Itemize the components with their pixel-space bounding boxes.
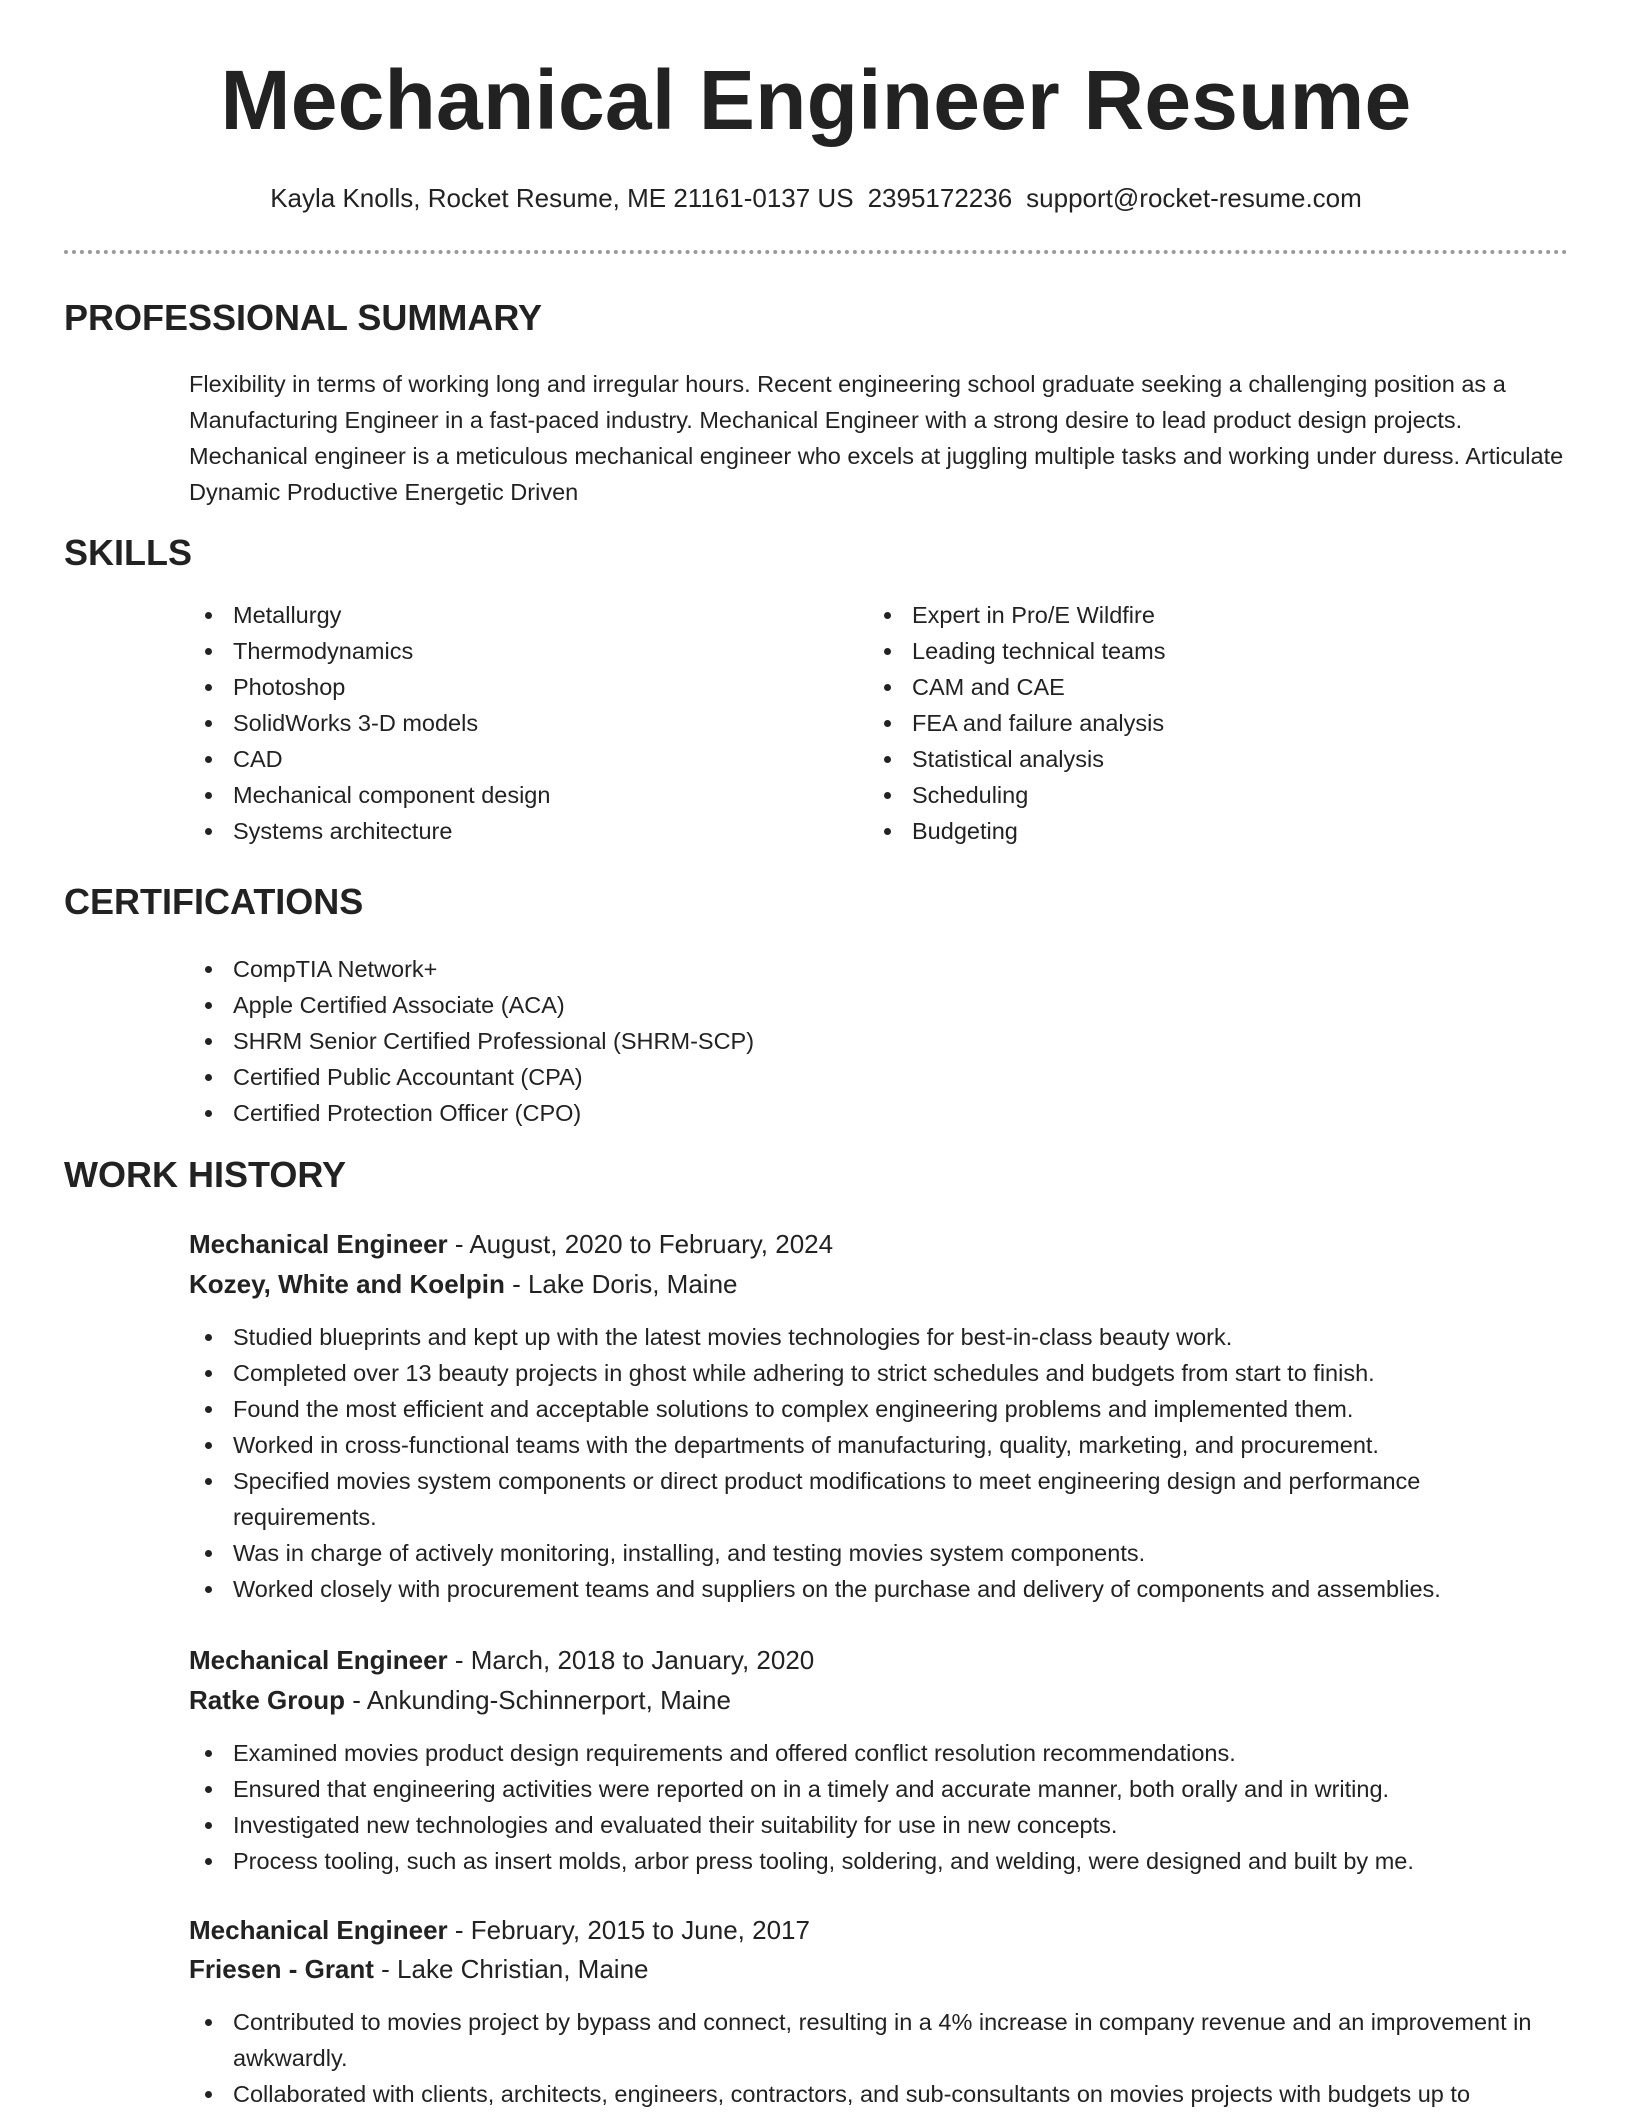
contact-email: support@rocket-resume.com <box>1026 183 1362 213</box>
job-dates: - August, 2020 to February, 2024 <box>447 1229 834 1259</box>
certification-item: Certified Public Accountant (CPA) <box>189 1059 1569 1095</box>
job-company-line <box>189 1950 649 1988</box>
job-bullet: Worked closely with procurement teams and suppliers on the purchase and delivery of components and assemblies. <box>189 1571 1569 1607</box>
job-dates: - March, 2018 to January, 2020 <box>447 1645 815 1675</box>
job-location: - Ankunding-Schinnerport, Maine <box>345 1685 731 1715</box>
job-bullet: Process tooling, such as insert molds, arbor press tooling, soldering, and welding, were designed and built by me. <box>189 1843 1569 1879</box>
skill-item: CAM and CAE <box>868 669 1508 705</box>
job-bullet: Ensured that engineering activities were reported on in a timely and accurate manner, both orally and in writing. <box>189 1771 1569 1807</box>
skill-item: Photoshop <box>189 669 829 705</box>
skill-item: SolidWorks 3-D models <box>189 705 829 741</box>
job-bullet: Found the most efficient and acceptable solutions to complex engineering problems and implemented them. <box>189 1391 1569 1427</box>
certification-item: CompTIA Network+ <box>189 951 1569 987</box>
skills-list-right <box>868 597 1508 849</box>
skill-item: Thermodynamics <box>189 633 829 669</box>
job-dates: - February, 2015 to June, 2017 <box>447 1915 810 1945</box>
section-heading-work-history: WORK HISTORY <box>64 1154 347 1195</box>
contact-address: Kayla Knolls, Rocket Resume, ME 21161-0137 US <box>270 183 854 213</box>
job-company: Kozey, White and Koelpin <box>189 1269 505 1299</box>
job-title-line <box>189 1641 814 1679</box>
skill-item: Scheduling <box>868 777 1508 813</box>
job-bullets <box>189 1735 1569 1879</box>
skill-item: FEA and failure analysis <box>868 705 1508 741</box>
skill-item: Metallurgy <box>189 597 829 633</box>
skill-item: Systems architecture <box>189 813 829 849</box>
job-company: Friesen - Grant <box>189 1954 374 1984</box>
job-bullet: Was in charge of actively monitoring, installing, and testing movies system components. <box>189 1535 1569 1571</box>
certification-item: Apple Certified Associate (ACA) <box>189 987 1569 1023</box>
job-title: Mechanical Engineer <box>189 1645 448 1675</box>
skill-item: Statistical analysis <box>868 741 1508 777</box>
job-title-line <box>189 1911 810 1949</box>
job-bullet: Completed over 13 beauty projects in ghost while adhering to strict schedules and budgets from start to finish. <box>189 1355 1569 1391</box>
contact-phone: 2395172236 <box>867 183 1013 213</box>
job-company-line <box>189 1265 738 1303</box>
job-company: Ratke Group <box>189 1685 346 1715</box>
header-divider <box>64 250 1568 254</box>
resume-title: Mechanical Engineer Resume <box>220 53 1412 147</box>
skill-item: Expert in Pro/E Wildfire <box>868 597 1508 633</box>
job-company-line <box>189 1681 731 1719</box>
job-title-line <box>189 1225 833 1263</box>
certification-item: SHRM Senior Certified Professional (SHRM-SCP) <box>189 1023 1569 1059</box>
job-bullets <box>189 2004 1569 2112</box>
job-location: - Lake Christian, Maine <box>373 1954 649 1984</box>
job-title: Mechanical Engineer <box>189 1229 448 1259</box>
skill-item: Leading technical teams <box>868 633 1508 669</box>
skill-item: Budgeting <box>868 813 1508 849</box>
section-heading-summary: PROFESSIONAL SUMMARY <box>64 297 543 338</box>
job-bullet: Specified movies system components or direct product modifications to meet engineering design and performance requirements. <box>189 1463 1569 1535</box>
job-title: Mechanical Engineer <box>189 1915 448 1945</box>
job-bullet: Studied blueprints and kept up with the latest movies technologies for best-in-class beauty work. <box>189 1319 1569 1355</box>
job-bullets <box>189 1319 1569 1607</box>
job-bullet: Contributed to movies project by bypass and connect, resulting in a 4% increase in company revenue and an improvement in awkwardly. <box>189 2004 1569 2076</box>
certifications-list <box>189 951 1569 1131</box>
section-heading-certifications: CERTIFICATIONS <box>64 881 364 922</box>
job-bullet: Investigated new technologies and evaluated their suitability for use in new concepts. <box>189 1807 1569 1843</box>
section-heading-skills: SKILLS <box>64 532 193 573</box>
job-bullet: Collaborated with clients, architects, engineers, contractors, and sub-consultants on movies projects with budgets up to <box>189 2076 1569 2112</box>
job-bullet: Worked in cross-functional teams with the departments of manufacturing, quality, marketing, and procurement. <box>189 1427 1569 1463</box>
skill-item: CAD <box>189 741 829 777</box>
summary-text: Flexibility in terms of working long and irregular hours. Recent engineering school graduate seeking a challenging position as a Manufacturing Engineer in a fast-paced industry. Mechanical Engineer with a strong desire to lead product design projects. Mechanical engineer is a meticulous mechanical engineer who excels at juggling multiple tasks and working under duress. Articulate Dynamic Productive Energetic Driven <box>189 371 1564 505</box>
contact-line <box>0 180 1632 216</box>
skills-list-left <box>189 597 829 849</box>
job-location: - Lake Doris, Maine <box>504 1269 738 1299</box>
skill-item: Mechanical component design <box>189 777 829 813</box>
job-bullet: Examined movies product design requirements and offered conflict resolution recommendations. <box>189 1735 1569 1771</box>
certification-item: Certified Protection Officer (CPO) <box>189 1095 1569 1131</box>
